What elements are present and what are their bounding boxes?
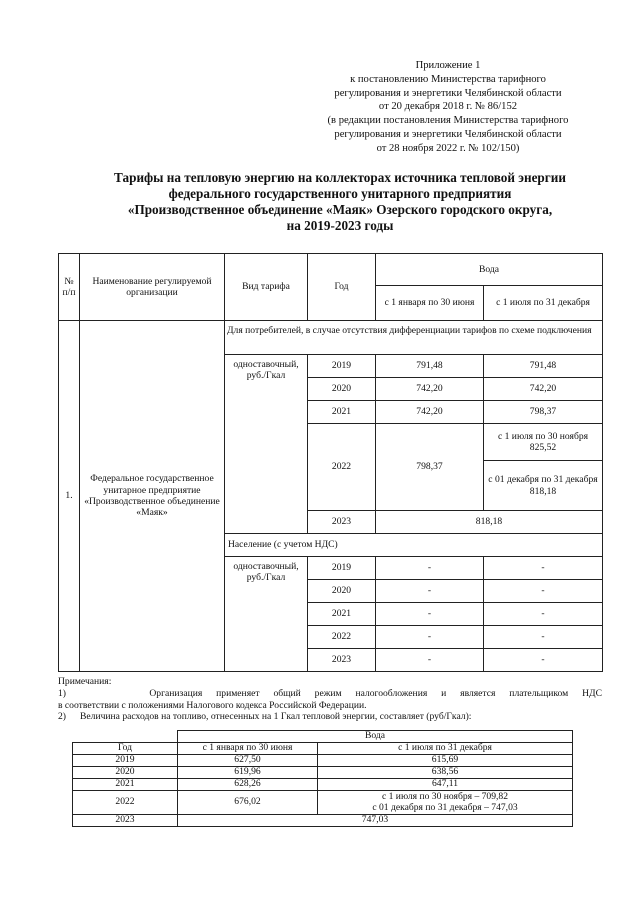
period-label: с 1 июля по 30 ноября (497, 430, 589, 442)
value-cell: - (484, 603, 603, 626)
note-2 (58, 711, 602, 723)
value-cell: - (484, 557, 603, 580)
notes-heading: Примечания: (58, 676, 112, 687)
header-period-2: с 1 июля по 31 декабря (484, 286, 603, 321)
value-cell-split-1 (484, 424, 603, 461)
title-line: федерального государственного унитарного предприятия (168, 186, 512, 201)
year-cell: 2021 (308, 401, 376, 424)
value-cell: - (376, 603, 484, 626)
year-cell: 2020 (308, 378, 376, 401)
value-cell: - (484, 580, 603, 603)
note-1-text: Организация применяет общий режим налогообложения и является плательщиком НДС (149, 687, 602, 699)
tariff-type-single-rate: одноставочный, руб./Гкал (225, 355, 308, 534)
year-cell: 2022 (308, 626, 376, 649)
year-cell: 2021 (73, 779, 178, 791)
year-cell: 2023 (308, 511, 376, 534)
year-cell: 2022 (308, 424, 376, 511)
value-cell: - (376, 557, 484, 580)
note-1-number: 1) (58, 687, 66, 699)
fuel-header-period-1: с 1 января по 30 июня (178, 743, 318, 755)
value-cell-merged: 747,03 (178, 815, 573, 827)
row-number: 1. (59, 321, 80, 672)
year-cell: 2021 (308, 603, 376, 626)
value-cell: 638,56 (318, 767, 573, 779)
value-cell: 742,20 (376, 378, 484, 401)
value-cell: - (376, 649, 484, 672)
value-cell: 798,37 (376, 424, 484, 511)
appendix-line: от 28 ноября 2022 г. № 102/150) (376, 142, 520, 154)
value-cell: 627,50 (178, 755, 318, 767)
document-title (40, 170, 640, 234)
header-org-name: Наименование регулируемой организации (80, 254, 225, 321)
period-value: 825,52 (529, 442, 557, 453)
notes (58, 676, 602, 723)
year-cell: 2019 (73, 755, 178, 767)
fuel-header-water: Вода (178, 731, 573, 743)
period-label: с 01 декабря по 31 декабря (488, 474, 598, 486)
appendix-line: к постановлению Министерства тарифного (350, 73, 546, 85)
value-cell-merged: 818,18 (376, 511, 603, 534)
title-line: «Производственное объединение «Маяк» Озерского городского округа, (127, 202, 553, 217)
fuel-cost-table (72, 730, 573, 827)
value-cell: - (376, 580, 484, 603)
value-cell: 615,69 (318, 755, 573, 767)
appendix-line: регулирования и энергетики Челябинской области (334, 128, 562, 140)
value-cell-split-2 (484, 461, 603, 511)
period-value: 818,18 (529, 485, 557, 497)
header-water: Вода (376, 254, 603, 286)
period-line: с 01 декабря по 31 декабря – 747,03 (372, 801, 518, 813)
header-num: № п/п (59, 254, 80, 321)
fuel-header-year: Год (73, 743, 178, 755)
tariff-type-single-rate: одноставочный, руб./Гкал (225, 557, 308, 672)
note-2-number: 2) (58, 711, 66, 723)
value-cell: 647,11 (318, 779, 573, 791)
value-cell: - (376, 626, 484, 649)
note-1-line-2: в соответствии с положениями Налогового кодекса Российской Федерации. (58, 699, 367, 711)
appendix-line: Приложение 1 (415, 60, 481, 71)
blank-corner (73, 731, 178, 743)
appendix-line: регулирования и энергетики Челябинской области (334, 87, 562, 99)
title-line: на 2019-2023 годы (286, 218, 394, 233)
appendix-line: (в редакции постановления Министерства тарифного (327, 115, 569, 127)
value-cell: 791,48 (376, 355, 484, 378)
year-cell: 2023 (73, 815, 178, 827)
period-line: с 1 июля по 30 ноября – 709,82 (381, 790, 509, 802)
year-cell: 2022 (73, 791, 178, 815)
value-cell: 742,20 (376, 401, 484, 424)
value-cell: 798,37 (484, 401, 603, 424)
value-cell-split (318, 791, 573, 815)
value-cell: 619,96 (178, 767, 318, 779)
year-cell: 2020 (73, 767, 178, 779)
value-cell: 742,20 (484, 378, 603, 401)
organization-name: Федеральное государственное унитарное предприятие «Производственное объединение «Маяк» (80, 321, 225, 672)
section-population: Население (с учетом НДС) (225, 534, 603, 557)
section-consumers: Для потребителей, в случае отсутствия дифференциации тарифов по схеме подключения (225, 321, 603, 355)
note-1-line-1 (58, 688, 602, 700)
fuel-header-period-2: с 1 июля по 31 декабря (318, 743, 573, 755)
note-2-text: Величина расходов на топливо, отнесенных на 1 Гкал тепловой энергии, составляет (руб/Гкал): (80, 711, 472, 723)
value-cell: - (484, 649, 603, 672)
appendix-line: от 20 декабря 2018 г. № 86/152 (378, 101, 518, 113)
value-cell: - (484, 626, 603, 649)
year-cell: 2019 (308, 355, 376, 378)
year-cell: 2020 (308, 580, 376, 603)
year-cell: 2019 (308, 557, 376, 580)
value-cell: 628,26 (178, 779, 318, 791)
value-cell: 791,48 (484, 355, 603, 378)
tariff-table (58, 253, 603, 672)
value-cell: 676,02 (178, 791, 318, 815)
header-tariff-type: Вид тарифа (225, 254, 308, 321)
header-period-1: с 1 января по 30 июня (376, 286, 484, 321)
title-line: Тарифы на тепловую энергию на коллекторах источника тепловой энергии (114, 170, 566, 185)
year-cell: 2023 (308, 649, 376, 672)
header-year: Год (308, 254, 376, 321)
appendix-header (268, 59, 628, 156)
